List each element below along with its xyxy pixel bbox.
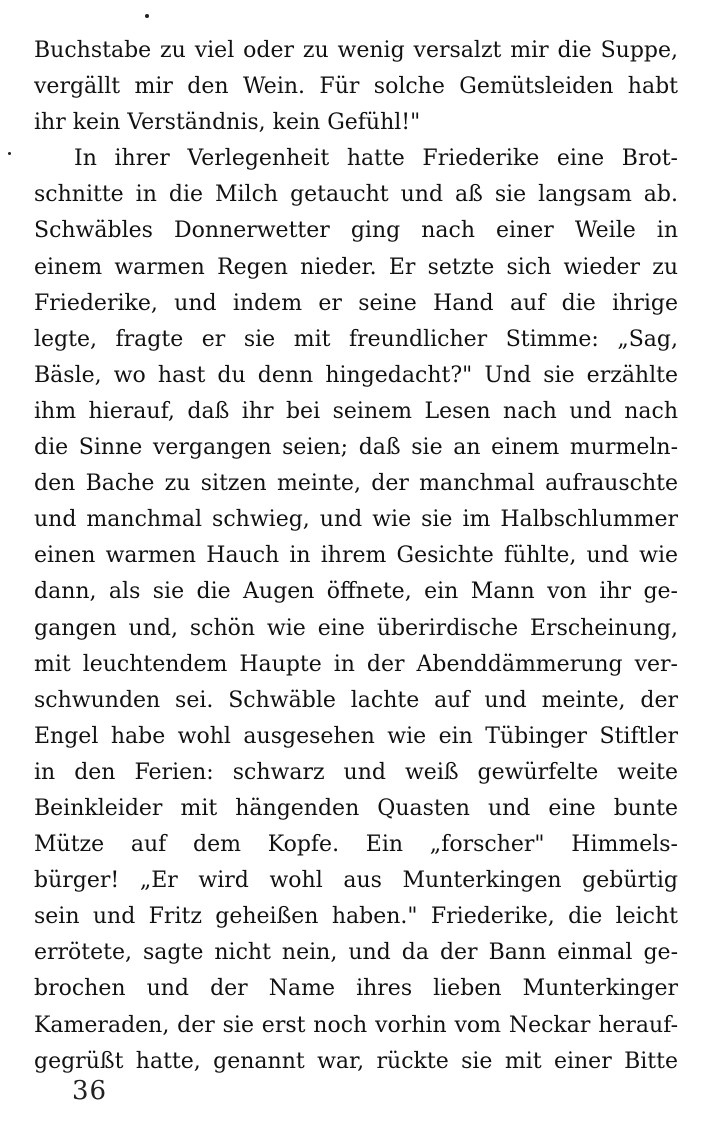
text-line: sein und Fritz geheißen haben." Friederike, die leicht bbox=[34, 904, 678, 930]
paragraph-start-line: In ihrer Verlegenheit hatte Friederike eine Brot- bbox=[74, 146, 678, 172]
text-line: die Sinne vergangen seien; daß sie an einem murmeln- bbox=[34, 435, 678, 461]
text-line: Bäsle, wo hast du denn hingedacht?" Und sie erzählte bbox=[34, 362, 678, 388]
text-line: bürger! „Er wird wohl aus Munterkingen gebürtig bbox=[34, 868, 678, 894]
text-line: errötete, sagte nicht nein, und da der Bann einmal ge- bbox=[34, 940, 678, 966]
text-line: Schwäbles Donnerwetter ging nach einer Weile in bbox=[34, 218, 678, 244]
text-line: Mütze auf dem Kopfe. Ein „forscher" Himmels- bbox=[34, 832, 678, 858]
text-line: einem warmen Regen nieder. Er setzte sich wieder zu bbox=[34, 254, 678, 280]
text-line: dann, als sie die Augen öffnete, ein Mann von ihr ge- bbox=[34, 579, 678, 605]
text-line: in den Ferien: schwarz und weiß gewürfelte weite bbox=[34, 759, 678, 785]
text-line: Engel habe wohl ausgesehen wie ein Tübinger Stiftler bbox=[34, 723, 678, 749]
text-line: vergällt mir den Wein. Für solche Gemütsleiden habt bbox=[34, 74, 678, 100]
text-line: Kameraden, der sie erst noch vorhin vom Neckar herauf- bbox=[34, 1012, 678, 1038]
text-line: Buchstabe zu viel oder zu wenig versalzt mir die Suppe, bbox=[34, 38, 678, 63]
page-number: 36 bbox=[72, 1076, 108, 1106]
text-line: mit leuchtendem Haupte in der Abenddämmerung ver- bbox=[34, 651, 678, 677]
ink-speck bbox=[145, 14, 149, 18]
text-line: ihm hierauf, daß ihr bei seinem Lesen nach und nach bbox=[34, 398, 678, 424]
text-line: schnitte in die Milch getaucht und aß sie langsam ab. bbox=[34, 182, 678, 208]
text-line: gangen und, schön wie eine überirdische Erscheinung, bbox=[34, 615, 678, 641]
text-line: brochen und der Name ihres lieben Munterkinger bbox=[34, 976, 678, 1002]
text-line: schwunden sei. Schwäble lachte auf und meinte, der bbox=[34, 687, 678, 713]
text-line: gegrüßt hatte, genannt war, rückte sie mit einer Bitte bbox=[34, 1048, 678, 1074]
text-line: Beinkleider mit hängenden Quasten und eine bunte bbox=[34, 795, 678, 821]
text-line: ihr kein Verständnis, kein Gefühl!" bbox=[34, 110, 421, 136]
text-line: einen warmen Hauch in ihrem Gesichte fühlte, und wie bbox=[34, 543, 678, 569]
text-line: legte, fragte er sie mit freundlicher Stimme: „Sag, bbox=[34, 326, 678, 352]
ink-speck bbox=[8, 152, 11, 155]
text-line: und manchmal schwieg, und wie sie im Halbschlummer bbox=[34, 507, 678, 533]
text-line: den Bache zu sitzen meinte, der manchmal aufrauschte bbox=[34, 471, 678, 497]
text-line: Friederike, und indem er seine Hand auf die ihrige bbox=[34, 290, 678, 316]
body-text bbox=[34, 33, 678, 1080]
